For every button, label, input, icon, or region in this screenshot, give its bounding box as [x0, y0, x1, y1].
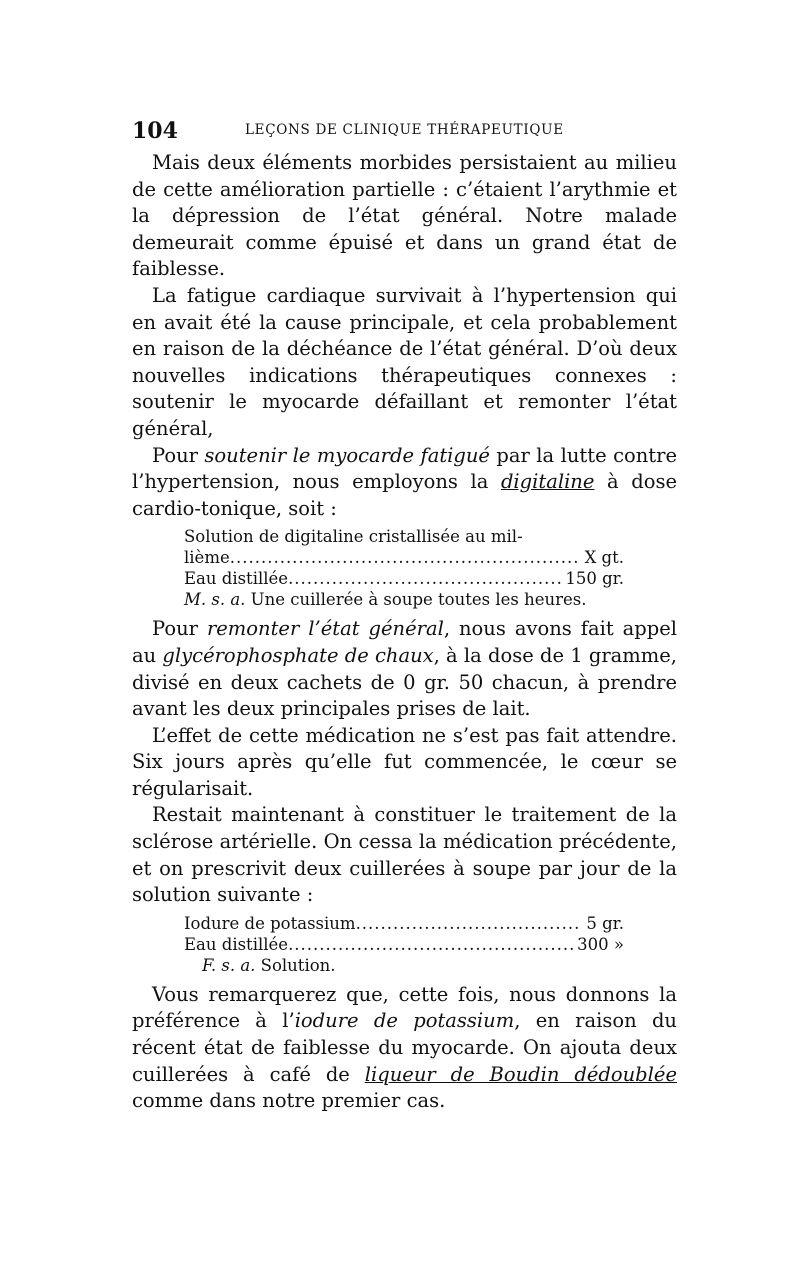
page-number: 104	[132, 118, 178, 144]
emphasis-liqueur: liqueur de Boudin dédoublée	[364, 1062, 677, 1086]
prescription-2-note: F. s. a. Solution.	[202, 955, 336, 975]
prescription-2-item: Iodure de potassium ..... 5 gr.	[184, 913, 624, 934]
paragraph-7: Vous remarquerez que, cette fois, nous donnons la préférence à l’iodure de potassium, en raison du récent état de faiblesse du myocarde. On ajouta deux cuillerées à café de liqueur de Boudin dédoublée comme dans notre premier cas.	[132, 982, 677, 1113]
prescription-2-item: Eau distillée ..... 300 »	[184, 934, 624, 955]
page-header	[132, 118, 677, 144]
emphasis-glycerophosphate: glycérophosphate de chaux	[162, 643, 434, 667]
prescription-1-note: M. s. a. Une cuillerée à soupe toutes les heures.	[184, 590, 587, 610]
prescription-1-line: Solution de digitaline cristallisée au mil-	[184, 527, 523, 547]
paragraph-3: Pour soutenir le myocarde fatigué par la lutte contre l’hypertension, nous employons la digitaline à dose cardio-tonique, soit :	[132, 443, 677, 520]
running-title: LEÇONS DE CLINIQUE THÉRAPEUTIQUE	[245, 122, 564, 138]
emphasis-iodure: iodure de potassium	[294, 1009, 515, 1033]
emphasis-soutenir: soutenir le myocarde fatigué	[204, 443, 490, 467]
prescription-1-item: Eau distillée ..... 150 gr.	[184, 568, 624, 589]
paragraph-2: La fatigue cardiaque survivait à l’hypertension qui en avait été la cause principale, et cela probablement en raison de la déchéance de l’état général. D’où deux nouvelles indications thérapeutiques connexes : soutenir le myocarde défaillant et remonter l’état général,	[132, 283, 677, 440]
page-body	[132, 150, 677, 1115]
paragraph-6: Restait maintenant à constituer le traitement de la sclérose artérielle. On cessa la médication précédente, et on prescrivit deux cuillerées à soupe par jour de la solution suivante :	[132, 803, 677, 907]
paragraph-5: L’effet de cette médication ne s’est pas fait attendre. Six jours après qu’elle fut commencée, le cœur se régularisait.	[132, 723, 677, 800]
emphasis-remonter: remonter l’état général	[206, 617, 444, 641]
prescription-1-item: lième ..... X gt.	[184, 547, 624, 568]
paragraph-1: Mais deux éléments morbides persistaient au milieu de cette amélioration partielle : c’étaient l’arythmie et la dépression de l’état général. Notre malade demeurait comme épuisé et dans un grand état de faiblesse.	[132, 151, 677, 281]
paragraph-4: Pour remonter l’état général, nous avons fait appel au glycérophosphate de chaux, à la dose de 1 gramme, divisé en deux cachets de 0 gr. 50 chacun, à prendre avant les deux principales prises de lait.	[132, 617, 677, 721]
prescription-2	[184, 913, 624, 976]
emphasis-digitaline: digitaline	[500, 470, 595, 494]
prescription-1	[184, 526, 624, 610]
